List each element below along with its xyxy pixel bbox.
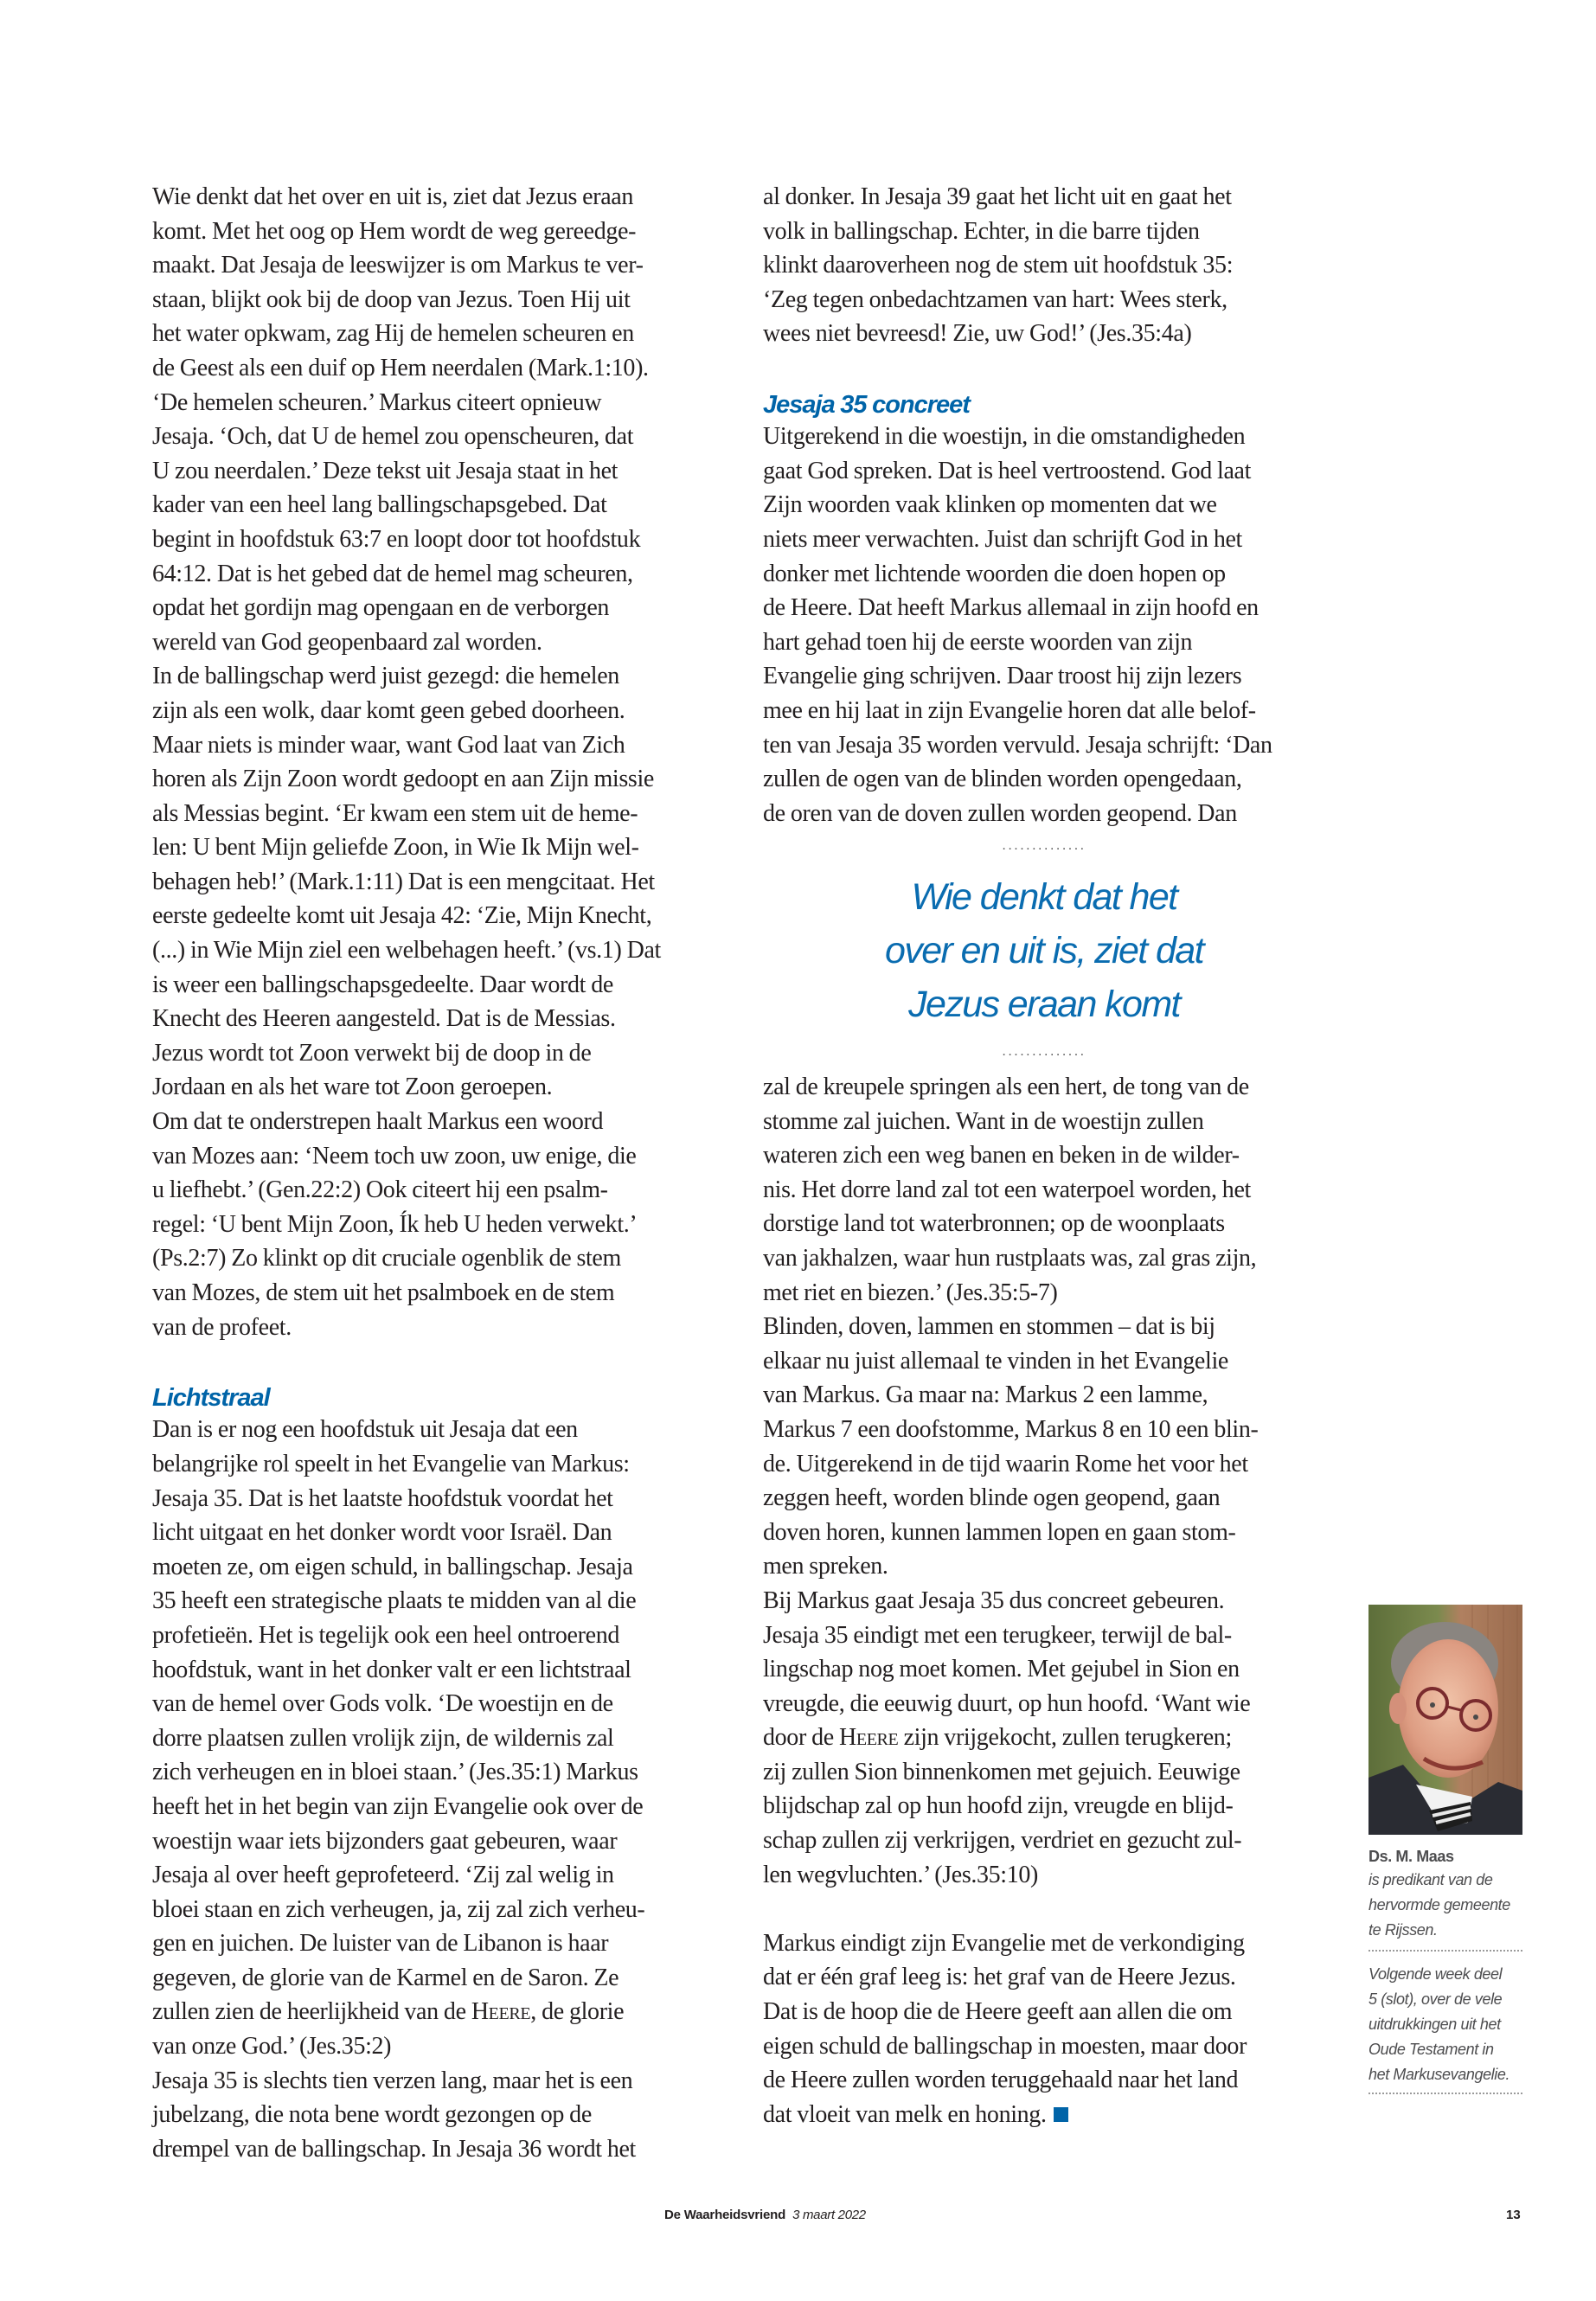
text-line: heeft het in het begin van zijn Evangelie ook over de [152,1792,644,1820]
text-line: van jakhalzen, waar hun rustplaats was, zal gras zijn, [763,1244,1257,1272]
text-line: blijdschap zal op hun hoofd zijn, vreugde en blijd- [763,1792,1234,1820]
text-line: maakt. Dat Jesaja de leeswijzer is om Markus te ver- [152,252,644,279]
pull-quote-top-dots: .............. [1002,838,1086,853]
text-line: Om dat te onderstrepen haalt Markus een woord [152,1108,604,1136]
text-line: van Markus. Ga maar na: Markus 2 een lamme, [763,1381,1208,1409]
text-line: gegeven, de glorie van de Karmel en de Saron. Ze [152,1964,619,1991]
text-line: (...) in Wie Mijn ziel een welbehagen heeft.’ (vs.1) Dat [152,937,661,965]
text-line: lingschap nog moet komen. Met gejubel in Sion en [763,1656,1240,1683]
pull-quote-text: Wie denkt dat het over en uit is, ziet dat Jezus eraan komt [885,876,1203,1025]
text-line: hoofdstuk, want in het donker valt er een lichtstraal [152,1656,631,1683]
text-line: profetieën. Het is tegelijk ook een heel ontroerend [152,1621,619,1649]
right-column-closing [763,1926,1325,2132]
dotted-divider [1368,2093,1522,2094]
right-column-body-quote-end [763,1755,1325,1892]
text-line: ten van Jesaja 35 worden vervuld. Jesaja schrijft: ‘Dan [763,731,1272,759]
right-column-body-concreet [763,420,1325,830]
text-line: U zou neerdalen.’ Deze tekst uit Jesaja staat in het [152,457,619,484]
text-line: komt. Met het oog op Hem wordt de weg gereedge- [152,217,637,245]
left-column-body [152,180,715,1344]
text-line: Jesaja 35 eindigt met een terugkeer, terwijl de bal- [763,1621,1232,1649]
text-line: zich verheugen en in bloei staan.’ (Jes.35:1) Markus [152,1759,638,1786]
text-line: doven horen, kunnen lammen lopen en gaan stom- [763,1518,1236,1546]
text-line: volk in ballingschap. Echter, in die barre tijden [763,217,1200,245]
text-line: eigen schuld de ballingschap in moesten, maar door [763,2032,1247,2060]
section-heading-jesaja-35-concreet: Jesaja 35 concreet [763,390,970,419]
heere-small-caps: Heere [471,1998,531,2026]
text-line: Jesaja. ‘Och, dat U de hemel zou openscheuren, dat [152,423,634,451]
text-line: met riet en biezen.’ (Jes.35:5-7) [763,1279,1058,1306]
text-line: hart gehad toen hij de eerste woorden van zijn [763,628,1193,656]
text-line: Knecht des Heeren aangesteld. Dat is de Messias. [152,1005,616,1033]
text-line: horen als Zijn Zoon wordt gedoopt en aan Zijn missie [152,766,654,793]
article-right-column-lower [763,1070,1325,2131]
text-line: de Heere zullen worden teruggehaald naar het land [763,2067,1239,2094]
text-line: van onze God.’ (Jes.35:2) [152,2033,392,2061]
text-line: ‘Zeg tegen onbedachtzamen van hart: Wees sterk, [763,285,1227,313]
text-line: van de hemel over Gods volk. ‘De woestijn en de [152,1690,613,1718]
text-line: men spreken. [763,1553,888,1580]
text-line: Jordaan en als het ware tot Zoon geroepen. [152,1074,553,1101]
text-line: Jezus wordt tot Zoon verwekt bij de doop in de [152,1039,592,1067]
text-line: 64:12. Dat is het gebed dat de hemel mag scheuren, [152,560,633,587]
text-line: als Messias begint. ‘Er kwam een stem uit de heme- [152,799,638,827]
text-line: u liefhebt.’ (Gen.22:2) Ook citeert hij een psalm- [152,1176,608,1204]
text-line: zeggen heeft, worden blinde ogen geopend, gaan [763,1484,1221,1512]
left-column-body-end [152,2029,715,2166]
author-role: is predikant van de hervormde gemeente te Rijssen. [1368,1871,1510,1939]
text-line: is weer een ballingschapsgedeelte. Daar wordt de [152,971,613,998]
dotted-divider [1368,1950,1522,1952]
text-line: Jesaja al over heeft geprofeteerd. ‘Zij zal welig in [152,1862,614,1889]
text-line: wereld van God geopenbaard zal worden. [152,628,542,656]
text-line: dorstige land tot waterbronnen; op de woonplaats [763,1210,1225,1238]
text-line: van Mozes aan: ‘Neem toch uw zoon, uw enige, die [152,1142,637,1170]
publication-date: 3 maart 2022 [792,2208,866,2222]
text-line: nis. Het dorre land zal tot een waterpoel worden, het [763,1176,1251,1203]
text-line: klinkt daaroverheen nog de stem uit hoofdstuk 35: [763,252,1234,279]
text-line: Jesaja 35 is slechts tien verzen lang, maar het is een [152,2067,633,2094]
text-line: behagen heb!’ (Mark.1:11) Dat is een mengcitaat. Het [152,868,655,895]
text-line: eerste gedeelte komt uit Jesaja 42: ‘Zie, Mijn Knecht, [152,902,652,930]
text-line: Jesaja 35. Dat is het laatste hoofdstuk voordat het [152,1484,613,1512]
text-line: Bij Markus gaat Jesaja 35 dus concreet gebeuren. [763,1586,1225,1614]
text-line: stomme zal juichen. Want in de woestijn zullen [763,1107,1204,1135]
text-line: ‘De hemelen scheuren.’ Markus citeert opnieuw [152,388,602,416]
text-line: Maar niets is minder waar, want God laat van Zich [152,731,625,759]
text-line: len: U bent Mijn geliefde Zoon, in Wie Ik Mijn wel- [152,834,639,862]
right-column-body-after-quote [763,1070,1325,1721]
text-line: van de profeet. [152,1313,292,1341]
text-line: Evangelie ging schrijven. Daar troost hij zijn lezers [763,663,1242,690]
text-line: Uitgerekend in die woestijn, in die omstandigheden [763,423,1246,451]
text-line: Dat is de hoop die de Heere geeft aan allen die om [763,1998,1233,2026]
text-line: jubelzang, die nota bene wordt gezongen op de [152,2101,592,2129]
text-line: Markus eindigt zijn Evangelie met de verkondiging [763,1929,1245,1957]
text-line: licht uitgaat en het donker wordt voor Israël. Dan [152,1519,612,1547]
text-line: opdat het gordijn mag opengaan en de verborgen [152,594,610,622]
page-number: 13 [1506,2208,1521,2222]
text-line: mee en hij laat in zijn Evangelie horen dat alle belof- [763,696,1256,724]
text-line: kader van een heel lang ballingschapsgebed. Dat [152,491,607,519]
text-line: het water opkwam, zag Hij de hemelen scheuren en [152,320,634,348]
text-line: staan, blijkt ook bij de doop van Jezus. Toen Hij uit [152,285,631,313]
text-line: Dan is er nog een hoofdstuk uit Jesaja dat een [152,1416,578,1444]
text-line: begint in hoofdstuk 63:7 en loopt door tot hoofdstuk [152,525,641,553]
portrait-image [1368,1605,1522,1835]
text-line: len wegvluchten.’ (Jes.35:10) [763,1861,1039,1888]
text-line: zullen zien de heerlijkheid van de Heere, de glorie [152,1998,625,2026]
text-line: (Ps.2:7) Zo klinkt op dit cruciale ogenblik de stem [152,1245,621,1272]
text-line: schap zullen zij verkrijgen, verdriet en gezucht zul- [763,1827,1242,1855]
end-of-article-square-icon [1054,2107,1068,2122]
text-line: elkaar nu juist allemaal te vinden in het Evangelie [763,1347,1228,1375]
text-line: woestijn waar iets bijzonders gaat gebeuren, waar [152,1827,618,1855]
text-line: Blinden, doven, lammen en stommen – dat is bij [763,1313,1215,1341]
text-line: dat er één graf leeg is: het graf van de Heere Jezus. [763,1964,1236,1991]
text-line: de. Uitgerekend in de tijd waarin Rome het voor het [763,1450,1248,1477]
pull-quote-bottom-dots: .............. [1002,1044,1086,1059]
text-line: door de Heere zijn vrijgekocht, zullen terugkeren; [763,1724,1232,1752]
text-line: In de ballingschap werd juist gezegd: die hemelen [152,663,619,690]
text-line: regel: ‘U bent Mijn Zoon, Ík heb U heden verwekt.’ [152,1210,638,1238]
text-line: zullen de ogen van de blinden worden opengedaan, [763,766,1242,793]
author-sidebar [1368,1605,1522,2105]
left-column-body-lichtstraal [152,1413,715,1995]
text-line: bloei staan en zich verheugen, ja, zij zal zich verheu- [152,1895,645,1923]
article-right-column [763,180,1325,830]
text-line: gen en juichen. De luister van de Libanon is haar [152,1930,609,1958]
heere-small-caps: Heere [838,1724,899,1752]
publication-name: De Waarheidsvriend [664,2208,786,2222]
author-name: Ds. M. Maas [1368,1848,1454,1865]
next-week-note: Volgende week deel 5 (slot), over de vele uitdrukkingen uit het Oude Testament in het Markusevangelie. [1368,1965,1510,2083]
pull-quote [763,837,1325,1061]
text-line: gaat God spreken. Dat is heel vertroostend. God laat [763,457,1252,484]
footer-publication [664,2208,866,2222]
text-line: moeten ze, om eigen schuld, in ballingschap. Jesaja [152,1553,633,1580]
text-line: 35 heeft een strategische plaats te midden van al die [152,1587,637,1615]
text-line: donker met lichtende woorden die doen hopen op [763,560,1226,587]
text-line: zij zullen Sion binnenkomen met gejuich. Eeuwige [763,1758,1240,1785]
text-line: niets meer verwachten. Juist dan schrijft God in het [763,525,1242,553]
text-line: Wie denkt dat het over en uit is, ziet dat Jezus eraan [152,183,634,210]
text-line: belangrijke rol speelt in het Evangelie van Markus: [152,1450,630,1477]
section-heading-lichtstraal: Lichtstraal [152,1383,270,1412]
text-line: Zijn woorden vaak klinken op momenten dat we [763,491,1217,519]
text-line: drempel van de ballingschap. In Jesaja 36 wordt het [152,2135,636,2163]
text-line: de oren van de doven zullen worden geopend. Dan [763,799,1237,827]
text-line: dorre plaatsen zullen vrolijk zijn, de wildernis zal [152,1724,614,1752]
text-line: Markus 7 een doofstomme, Markus 8 en 10 een blin- [763,1415,1259,1443]
text-line: van Mozes, de stem uit het psalmboek en de stem [152,1279,615,1306]
text-line: vreugde, die eeuwig duurt, op hun hoofd. ‘Want wie [763,1689,1251,1717]
text-line: de Geest als een duif op Hem neerdalen (Mark.1:10). [152,354,649,381]
text-line: wateren zich een weg banen en beken in de wilder- [763,1142,1240,1170]
author-photo [1368,1605,1522,1835]
article-left-column [152,180,715,2166]
text-line: zijn als een wolk, daar komt geen gebed doorheen. [152,696,625,724]
text-line: zal de kreupele springen als een hert, de tong van de [763,1074,1249,1100]
text-line: de Heere. Dat heeft Markus allemaal in zijn hoofd en [763,594,1259,622]
right-column-body [763,180,1325,351]
text-line: dat vloeit van melk en honing. [763,2098,1325,2132]
text-line: al donker. In Jesaja 39 gaat het licht uit en gaat het [763,183,1232,210]
text-line: wees niet bevreesd! Zie, uw God!’ (Jes.35:4a) [763,320,1192,348]
